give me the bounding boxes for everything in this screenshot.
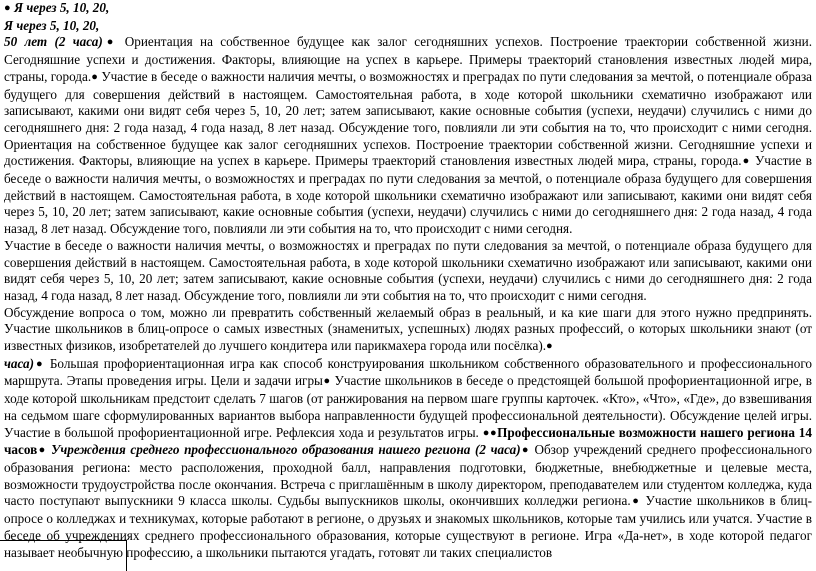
paragraph-text: Обзор учреждений среднего профессионального образования региона: место расположения, проходной балл, направления подготовки, бюджетные, внебюджетные и целевые места, возможности трудоустройства после окончания. Встреча с приглашённым в школу директором, преподавателем или студентом колледжа, куда часто поступают выпускники 9 класса школы. Судьбы выпускников школы, окончивших колледжи региона. [4, 442, 813, 509]
paragraph-text: Участие школьников в беседе о предстоящей большой профориентационной игре, в ходе которой школьникам предстоит сделать 7 шагов (от ранжирования на первом шаге группы карточек. «Кто», «Что», «Где», до взвешивания на седьмом шаге сформулированных вариантов выбора направленности будущей профессиональной деятельности). Обсуждение целей игры. Участие в большой профориентационной игре. Рефлексия хода и результатов игры. [4, 373, 812, 440]
paragraph-text: Участие в беседе о важности наличия мечты, о возможностях и преградах по пути следования за мечтой, о потенциале образа будущего для совершения действий в настоящем. Самостоятельная работа, в ходе которой школьники схематично изображают или записывают, какими они видят себя через 5, 10, 20 лет; затем записывают, какие основные события (успехи, неудачи) случились с ними до сегодняшнего дня: 2 года назад, 4 года назад, 8 лет назад. Обсуждение того, повлияли ли эти события на то, что происходит с ними сегодня. [4, 153, 813, 237]
bullet-icon: ● [630, 495, 641, 508]
bullet-icon: ● [482, 426, 490, 439]
table-cell-border [0, 540, 127, 571]
paragraph-text: Ориентация на собственное будущее как залог сегодняшних успехов. Построение траектории собственной жизни. Сегодняшние успехи и достижения. Факторы, влияющие на успех в карьере. Примеры траекторий становления известных людей мира, страны, города. [4, 136, 812, 169]
subsection-heading: Учреждения среднего профессионального образования нашего региона (2 часа) [51, 442, 521, 458]
paragraph-text: Участие в беседе о важности наличия мечты, о возможностях и преградах по пути следования за мечтой, о потенциале образа будущего для совершения действий в настоящем. Самостоятельная работа, в ходе которой школьники схематично изображают или записывают, какими они видят себя через 5, 10, 20 лет; затем записывают, какие основные события (успехи, неудачи) случились с ними до сегодняшнего дня: 2 года назад, 4 года назад, 8 лет назад. Обсуждение того, повлияли ли эти события на то, что происходит с ними сегодня. [4, 237, 812, 303]
paragraph-5 [4, 356, 812, 561]
bullet-icon: ● [489, 426, 498, 439]
paragraph-1 [4, 34, 812, 237]
paragraph-text: Обсуждение вопроса о том, можно ли превратить собственный желаемый образ в реальный, и ка кие шаги для этого нужно предпринять. Участие школьников в блиц-опросе о самых известных (знаменитых, успешных) людях разных профессий, о которых школьники знают (от известных физиков, изобретателей до лучшего кондитера или парикмахера города или посёлка). [4, 304, 812, 354]
paragraph-4 [4, 305, 812, 356]
paragraph-3 [4, 238, 812, 305]
section-heading: 50 лет (2 часа) [4, 34, 103, 50]
bullet-icon: ● [4, 2, 11, 14]
header-text: Я через 5, 10, 20, [4, 17, 100, 33]
section-heading: часа) [4, 355, 35, 371]
paragraph-text: Большая профориентационная игра как способ конструирования школьником собственного образовательного и профессионального маршрута. Этапы проведения игры. Цели и задачи игры [4, 355, 812, 389]
section-heading: Профессиональные возможности нашего региона 14 часов [4, 424, 812, 458]
bullet-icon: ● [34, 357, 45, 370]
bullet-icon: ● [37, 444, 47, 457]
bullet-icon: ● [91, 70, 98, 83]
paragraph-text: Участие школьников в блиц-опросе о колледжах и техникумах, которые работают в регионе, о друзьях и знакомых школьников, которые там учились или учатся. Участие в беседе об учреждениях среднего профессионального образования, которые существуют в регионе. Игра «Да-нет», в ходе которой педагог называет необычную профессию, а школьники пытаются угадать, готовят ли таких специалистов [4, 493, 812, 560]
header-line-1 [4, 0, 812, 18]
header-text: Я через 5, 10, 20, [13, 0, 110, 15]
bullet-icon: ● [741, 155, 751, 168]
paragraph-text: Ориентация на собственное будущее как залог сегодняшних успехов. Построение траектории собственной жизни. Сегодняшние успехи и достижения. Факторы, влияющие на успех в карьере. Примеры траекторий становления известных людей мира, страны, города. [4, 34, 813, 84]
bullet-icon: ● [322, 375, 331, 388]
bullet-icon: ● [520, 444, 530, 457]
paragraph-text: Участие в беседе о важности наличия мечты, о возможностях и преградах по пути следования за мечтой, о потенциале образа будущего для совершения действий в настоящем. Самостоятельная работа, в ходе которой школьники схематично изображают или записывают, какими они видят себя через 5, 10, 20 лет; затем записывают, какие основные события (успехи, неудачи) случились с ними до сегодняшнего дня: 2 года назад, 4 года назад, 8 лет назад. Обсуждение того, повлияли ли эти события на то, что происходит с ними сегодня. [4, 68, 813, 135]
document-body [4, 0, 812, 561]
bullet-icon: ● [102, 36, 118, 49]
header-line-2 [4, 18, 812, 35]
bullet-icon: ● [546, 340, 553, 353]
